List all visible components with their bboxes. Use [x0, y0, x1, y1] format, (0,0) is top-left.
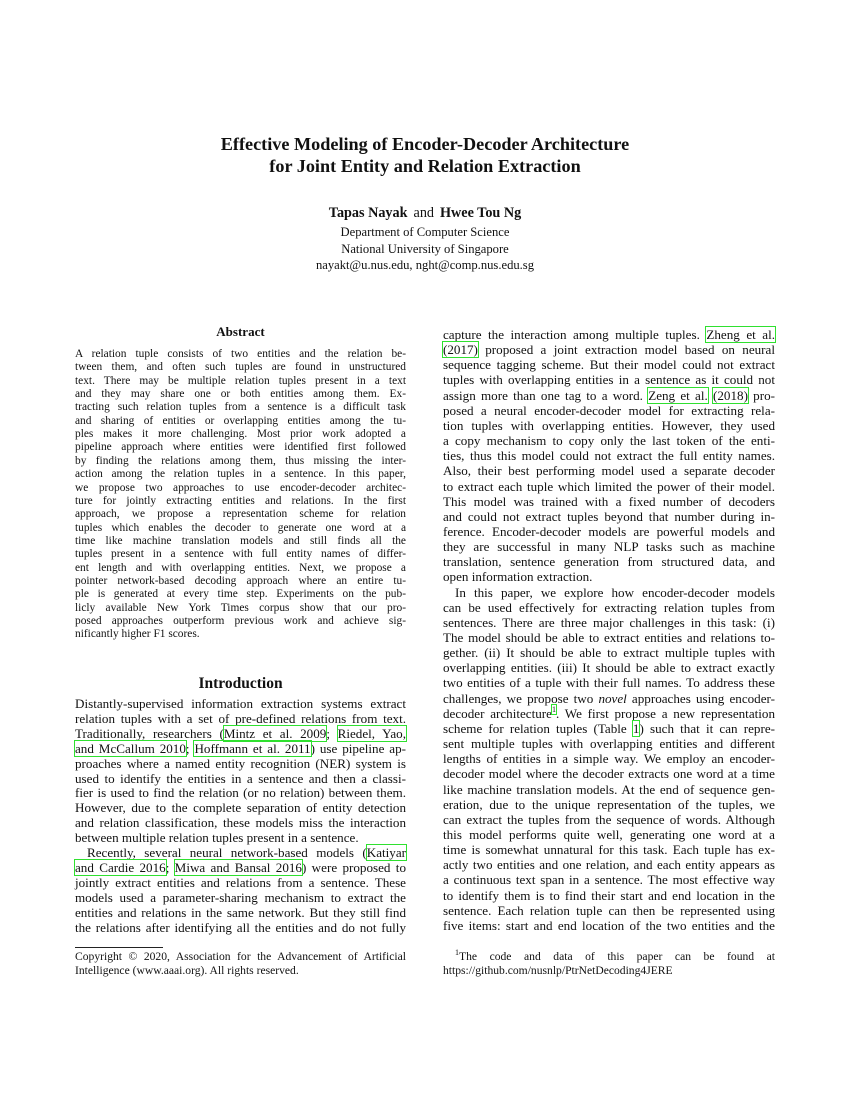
footnote-line-1: The code and data of this paper can be found at [459, 950, 775, 963]
university: National University of Singapore [341, 241, 509, 256]
text-line: and relation classification, these models miss the interaction [75, 815, 406, 831]
text-line: we propose two approaches to use encoder-decoder architec- [75, 481, 406, 494]
citation-link[interactable]: (2017) [443, 342, 478, 358]
text-line: Distantly-supervised information extraction systems extract [75, 696, 406, 711]
text-line: gether. (ii) It should be able to extract multiple tuples with [443, 645, 775, 661]
text-line: challenges, we propose two novel approaches using encoder- [443, 690, 775, 706]
introduction-heading: Introduction [198, 675, 283, 692]
emails: nayakt@u.nus.edu, nght@comp.nus.edu.sg [315, 258, 535, 272]
citation-link[interactable]: Mintz et al. 2009 [223, 725, 327, 741]
footnote [443, 950, 775, 978]
text-line: ent length and with overlapping entities. Next, we propose a [75, 561, 406, 574]
text-line: sequence tagging scheme. But their model could not extract [443, 357, 775, 373]
copyright-notice [75, 950, 406, 978]
text-line: the relations after identifying all the entities and do not fully [75, 919, 406, 935]
text-line: Recently, several neural network-based models (Katiyar [87, 845, 406, 860]
text-line: pipeline approach where entities were identified first followed [75, 441, 406, 454]
text-line: However, due to the complete separation of entity detection [75, 800, 406, 816]
text-line: fier is used to find the relation (or no relation) between them. [75, 785, 406, 801]
text-line: two entities of a tuple with their full names. To address these [443, 675, 775, 691]
text-line: by finding the relations among them, thus missing the inter- [75, 454, 406, 467]
citation-link[interactable]: and McCallum 2010 [75, 740, 186, 756]
text-line: eration, due to the unique representation of the tuples, we [443, 796, 775, 812]
text-line: like machine translation models. At the end of sequence gen- [443, 781, 775, 797]
text-line: decoder model where the decoder extracts one word at a time [443, 766, 775, 782]
text-line: open information extraction. [443, 569, 593, 585]
text-line: models used a parameter-sharing mechanism to extract the [75, 889, 406, 905]
citation-link[interactable]: Riedel, Yao, [337, 725, 406, 741]
citation-link[interactable]: and Cardie 2016 [75, 859, 166, 875]
abstract-heading: Abstract [216, 324, 265, 339]
text-line: tuples which enables the decoder to generate one word at a [75, 521, 406, 534]
text-line: and could not extract tuples beyond that number during in- [443, 508, 775, 524]
text-line: Also, their best performing model used a separate decoder [443, 463, 775, 479]
citation-link[interactable]: Hoffmann et al. 2011 [194, 740, 311, 756]
text-line: can extract the tuples from the sequence of words. Although [443, 811, 775, 827]
department: Department of Computer Science [340, 225, 510, 239]
text-line: tuples with overlapping entities in a sentence as it could not [443, 372, 775, 388]
text-line: posed a neural encoder-decoder model for extracting rela- [443, 402, 775, 418]
text-line: a continuous text span in a sentence. The most effective way [443, 872, 775, 888]
citation-link[interactable]: Zeng et al. [648, 387, 708, 403]
text-line: sent multiple tuples with overlapping entities and different [443, 736, 775, 752]
text-line: used to identify the entities in a sentence and then a classi- [75, 770, 406, 786]
text-line: ture for jointly extracting entities and relations. In the first [75, 494, 406, 507]
text-line: approach, we propose a representation scheme for relation [75, 508, 406, 521]
authors [0, 205, 850, 222]
text-line: sentences. There are three major challenges in this task: (i) [443, 614, 775, 630]
text-line: lengths of entities in a simple way. We employ an encoder- [443, 751, 775, 767]
text-line: actly two entities and one relation, and each entity appears as [443, 857, 775, 873]
text-line: to extract each tuple which limited the power of their model. [443, 478, 775, 494]
text-line: between multiple relation tuples present in a sentence. [75, 830, 359, 846]
text-line: The model should be able to extract entities and relations to- [443, 630, 775, 645]
text-line: time is somewhat unnatural for this task. Each tuple has ex- [443, 842, 775, 858]
text-line: proaches where a named entity recognition (NER) system is [75, 755, 406, 771]
text-line: and McCallum 2010; Hoffmann et al. 2011) use pipeline ap- [75, 740, 407, 756]
text-line: posed approaches outperform previous work and achieve sig- [75, 615, 406, 627]
text-line: jointly extract entities and relations from a sentence. These [75, 874, 406, 890]
copyright-line-1: Copyright © 2020, Association for the Advancement of Artificial [75, 950, 406, 963]
text-line: and Cardie 2016; Miwa and Bansal 2016) were proposed to [75, 859, 406, 875]
text-line: licly available New York Times corpus show that our pro- [75, 601, 406, 614]
footnote-url[interactable]: https://github.com/nusnlp/PtrNetDecoding4JERE [443, 964, 673, 977]
text-line: translation, sentence generation from structured data, and [443, 554, 775, 570]
text-line: and they may share one or both entities among them. Ex- [75, 388, 406, 401]
text-line: text. There may be multiple relation tuples present in a text [75, 374, 406, 387]
text-line: capture the interaction among multiple tuples. Zheng et al. [443, 327, 776, 342]
text-line: assign more than one tag to a word. Zeng et al. (2018) pro- [443, 387, 775, 403]
title-line-2: for Joint Entity and Relation Extraction [269, 156, 581, 176]
text-line: this model performs quite well, generating one word at a [443, 826, 775, 842]
text-line: time like machine translation models and still finds all the [75, 534, 406, 547]
author-and: and [413, 205, 435, 221]
text-line: ference. Encoder-decoder models are powerful models and [443, 523, 775, 539]
text-line: ties, thus this model could not extract the full entity names. [443, 448, 775, 464]
text-line: In this paper, we explore how encoder-decoder models [455, 584, 775, 600]
citation-link[interactable]: (2018) [713, 387, 748, 403]
text-line: entities and relations in the same network. But they still find [75, 904, 406, 920]
text-line: decoder architecture$^1$. We first propose a new representation [443, 705, 775, 721]
text-line: tion tuples with overlapping entities. However, they used [443, 417, 775, 433]
citation-link[interactable]: Zheng et al. [706, 327, 776, 342]
paper-title [0, 133, 850, 177]
text-line: nificantly higher F1 scores. [75, 628, 200, 641]
text-line: tuples present in a sentence with full entity names of differ- [75, 548, 406, 561]
author-1: Tapas Nayak [328, 205, 408, 221]
text-line: sentence. Each relation tuple can then be represented using [443, 902, 775, 918]
text-line: Traditionally, researchers (Mintz et al. 2009; Riedel, Yao, [75, 725, 406, 741]
copyright-line-2: Intelligence (www.aaai.org). All rights reserved. [75, 964, 299, 977]
text-line: tracting such relation tuples from a sentence is a difficult task [75, 401, 406, 414]
footnote-rule-left [75, 947, 163, 948]
author-2: Hwee Tou Ng [440, 205, 522, 221]
text-line: a copy mechanism to copy only the last token of the enti- [443, 433, 775, 449]
title-line-1: Effective Modeling of Encoder-Decoder Architecture [220, 134, 630, 154]
text-line: This model was trained with a fixed number of decoders [443, 493, 775, 509]
text-line: scheme for relation tuples (Table 1) such that it can repre- [443, 720, 775, 736]
footnote-mark: 1 [455, 948, 459, 958]
text-line: ple is generated at every time step. Experiments on the pub- [75, 588, 406, 601]
text-line: they are successful in many NLP tasks such as machine [443, 539, 775, 555]
text-line: A relation tuple consists of two entities and the relation be- [75, 348, 406, 360]
text-line: can be used effectively for extracting relation tuples from [443, 599, 775, 615]
affiliation [0, 224, 850, 274]
text-line: ples makes it more challenging. Most prior work adopted a [75, 428, 406, 441]
text-line: five items: start and end location of the two entities and the [443, 917, 775, 933]
citation-link[interactable]: 1 [632, 720, 640, 736]
text-line: relation tuples with a set of pre-defined relations from text. [75, 710, 406, 726]
text-line: pointer network-based decoding approach where an entire tu- [75, 574, 406, 587]
text-line: and sharing of entities or overlapping entities among the tu- [75, 414, 406, 427]
citation-link[interactable]: Katiyar [366, 845, 406, 860]
citation-link[interactable]: Miwa and Bansal 2016 [174, 859, 302, 875]
text-line: action among the relation tuples in a sentence. In this paper, [75, 468, 406, 481]
emphasis: novel [598, 690, 627, 706]
text-line: to identify them is to find their start and end location in the [443, 887, 775, 903]
text-line: tween them, and often such tuples are found in unstructured [75, 361, 406, 374]
text-line: overlapping entities. (iii) It should be able to extract exactly [443, 660, 775, 676]
footnote-link[interactable]: 1 [551, 705, 556, 715]
text-line: (2017) proposed a joint extraction model based on neural [443, 342, 775, 358]
